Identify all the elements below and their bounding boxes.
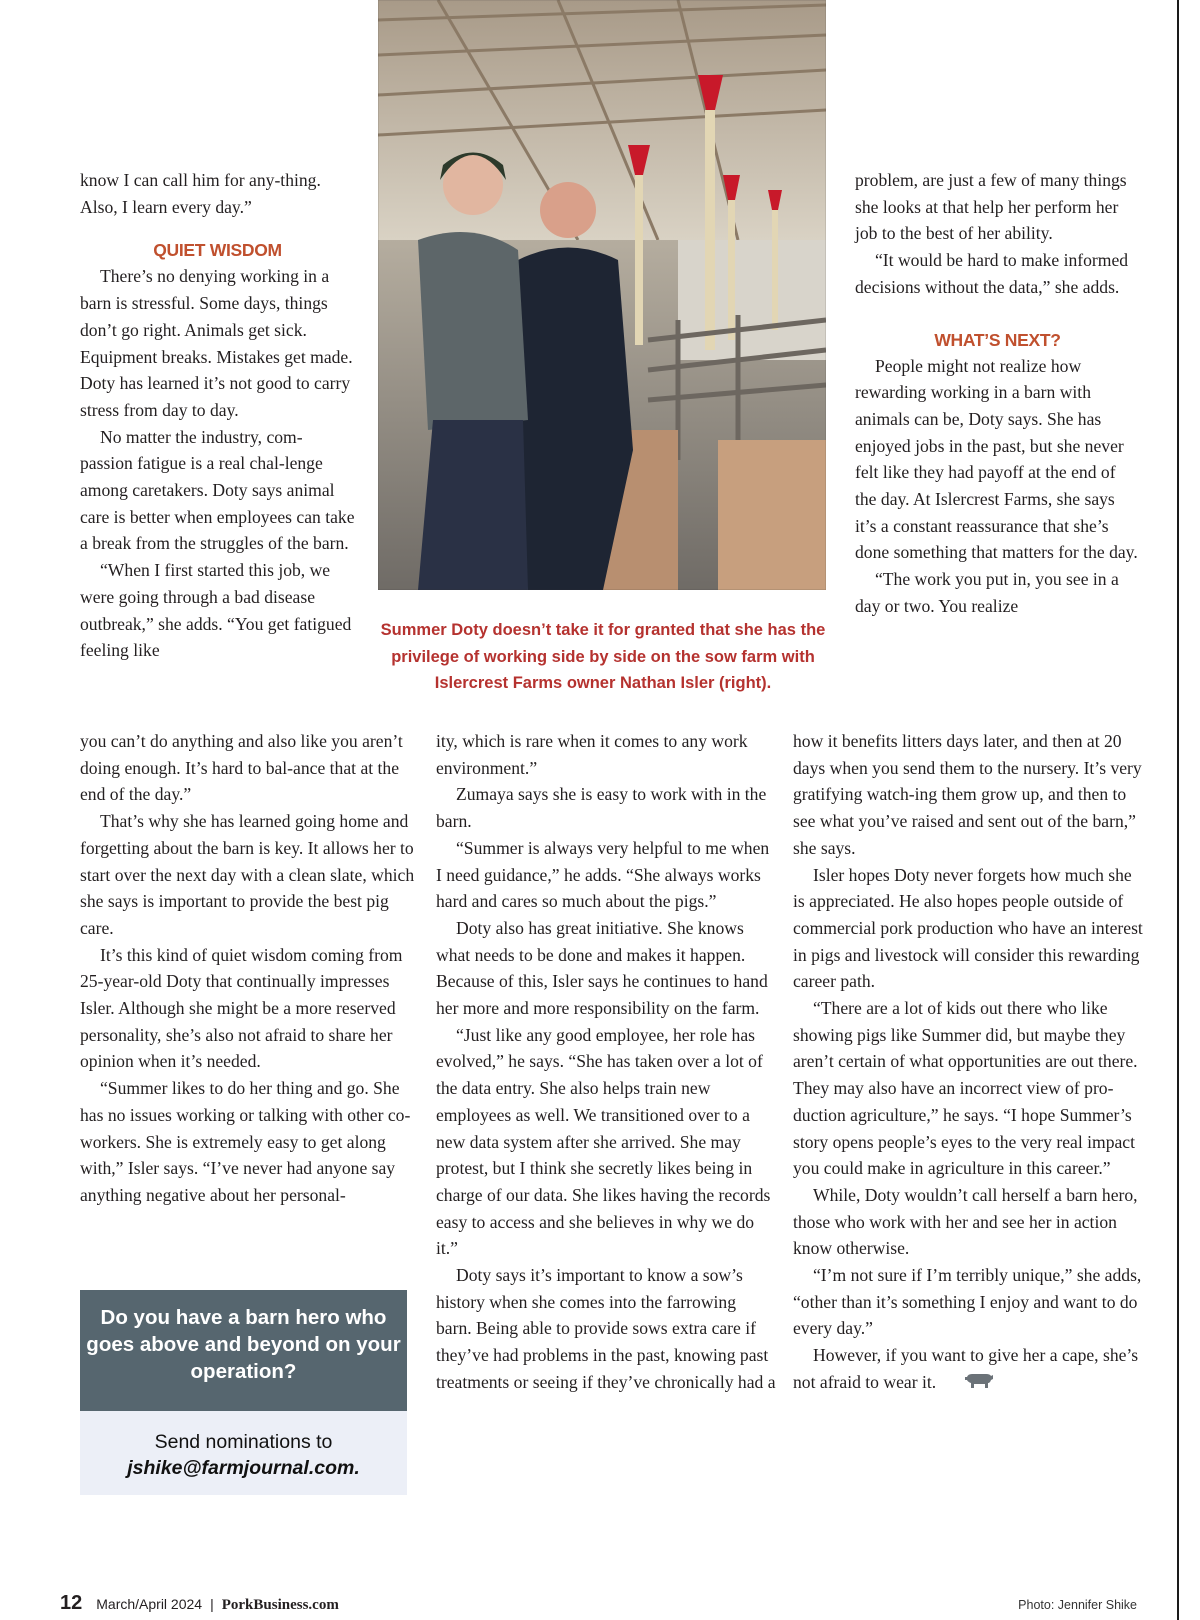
callout-question-box <box>80 1290 407 1411</box>
right-column-top <box>855 167 1140 620</box>
paragraph: “There are a lot of kids out there who like showing pigs like Summer did, but maybe they aren’t certain of what opportunities are out there. They may also have an incorrect view of pro-duction agriculture,” he says. “I hope Summer’s story opens people’s eyes to the very real impact you could make in agriculture in this career.” <box>793 998 1138 1179</box>
photo-caption: Summer Doty doesn’t take it for granted that she has the privilege of working side by side on the sow farm with Islercrest Farms owner Nathan Isler (right). <box>380 621 826 692</box>
paragraph: Isler hopes Doty never forgets how much she is appreciated. He also hopes people outside of commercial pork production who have an interest in pigs and livestock will consider this rewarding career path. <box>793 864 1143 992</box>
nomination-email-link[interactable]: jshike@farmjournal.com. <box>127 1457 360 1479</box>
left-column-bottom <box>80 728 420 1209</box>
paragraph: you can’t do anything and also like you aren’t doing enough. It’s hard to bal-ance that at the end of the day.” <box>80 731 403 805</box>
footer-separator: | <box>210 1596 214 1612</box>
paragraph: problem, are just a few of many things she looks at that help her perform her job to the best of her ability. <box>855 170 1127 244</box>
callout-nomination-box <box>80 1411 407 1495</box>
paragraph: Doty says it’s important to know a sow’s history when she comes into the farrowing barn. Being able to provide sows extra care if they’ve had problems in the past, knowing past treatments or seeing if they’ve chronically had a <box>436 1265 776 1392</box>
paragraph: “The work you put in, you see in a day or two. You realize <box>855 569 1119 616</box>
pig-silhouette-icon <box>944 1370 994 1397</box>
paragraph: “When I first started this job, we were going through a bad disease outbreak,” she adds. “You get fatigued feeling like <box>80 560 352 661</box>
page-edge-rule <box>1177 0 1179 1620</box>
paragraph: ity, which is rare when it comes to any work environment.” <box>436 731 748 778</box>
section-heading-quiet-wisdom: QUIET WISDOM <box>153 240 282 261</box>
callout-question: Do you have a barn hero who goes above and beyond on your operation? <box>86 1306 401 1383</box>
site-name[interactable]: PorkBusiness.com <box>221 1597 339 1613</box>
barn-photo <box>378 0 826 590</box>
paragraph: how it benefits litters days later, and then at 20 days when you send them to the nursery. It’s very gratifying watch-ing them grow up, and then to see what you’ve raised and sent out of the barn,” she says. <box>793 731 1142 858</box>
paragraph: People might not realize how rewarding working in a barn with animals can be, Doty says. She has enjoyed jobs in the past, but she never felt like they had payoff at the end of the day. At Islercrest Farms, she says it’s a constant reassurance that she’s done something that matters for the day. <box>855 355 1138 563</box>
paragraph: know I can call him for any-thing. Also, I learn every day.” <box>80 170 321 217</box>
paragraph: That’s why she has learned going home and forgetting about the barn is key. It allows her to start over the next day with a clean slate, which she says is important to provide the best pig care. <box>80 811 415 938</box>
paragraph: No matter the industry, com-passion fatigue is a real chal-lenge among caretakers. Doty says animal care is better when employees can take a break from the struggles of the barn. <box>80 426 355 554</box>
paragraph-final <box>793 1342 1143 1397</box>
issue-date: March/April 2024 <box>96 1596 203 1612</box>
paragraph: There’s no denying working in a barn is stressful. Some days, things don’t go right. Animals get sick. Equipment breaks. Mistakes get made. Doty has learned it’s not good to carry stress from day to day. <box>80 266 353 420</box>
section-heading-whats-next: WHAT’S NEXT? <box>934 329 1061 350</box>
paragraph: It’s this kind of quiet wisdom coming from 25-year-old Doty that continually impresses Isler. Although she might be a more reserved personality, she’s also not afraid to share her opinion when it’s needed. <box>80 944 403 1072</box>
paragraph: “I’m not sure if I’m terribly unique,” she adds, “other than it’s something I enjoy and want to do every day.” <box>793 1265 1142 1339</box>
paragraph: “Just like any good employee, her role has evolved,” he says. “She has taken over a lot of the data entry. She also helps train new employees as well. We transitioned over to a new data system after she arrived. She may protest, but I think she secretly likes being in charge of our data. She likes having the records easy to access and she believes in why we do it.” <box>436 1024 771 1259</box>
paragraph: Doty also has great initiative. She knows what needs to be done and makes it happen. Because of this, Isler says he continues to hand her more and more responsibility on the farm. <box>436 917 768 1019</box>
left-column-top <box>80 167 355 664</box>
paragraph: While, Doty wouldn’t call herself a barn hero, those who work with her and see her in action know otherwise. <box>793 1184 1138 1259</box>
right-column-bottom <box>793 728 1143 1397</box>
page-number: 12 <box>60 1592 83 1614</box>
paragraph: Zumaya says she is easy to work with in the barn. <box>436 784 767 832</box>
closing-sentence: However, if you want to give her a cape, she’s not afraid to wear it. <box>793 1345 1139 1392</box>
page-footer <box>60 1592 339 1618</box>
paragraph: “Summer likes to do her thing and go. She has no issues working or talking with other co-workers. She is extremely easy to get along with,” Isler says. “I’ve never had anyone say anything negative about her personal- <box>80 1078 411 1205</box>
photo-credit: Photo: Jennifer Shike <box>1018 1598 1137 1612</box>
callout-send-label: Send nominations to <box>154 1431 333 1453</box>
middle-column <box>436 728 776 1396</box>
paragraph: “It would be hard to make informed decisions without the data,” she adds. <box>855 250 1129 297</box>
paragraph: “Summer is always very helpful to me when I need guidance,” he adds. “She always works hard and cares so much about the pigs.” <box>436 837 770 912</box>
